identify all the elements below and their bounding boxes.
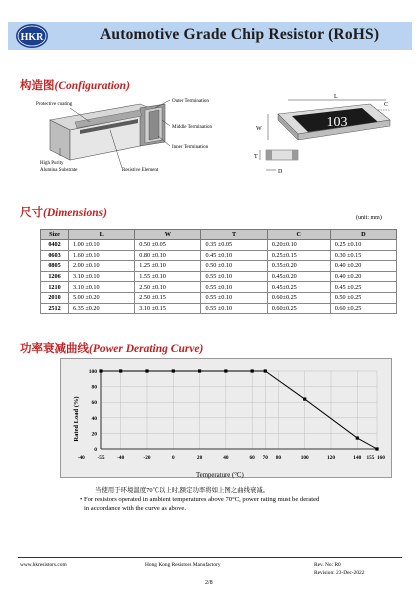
y-tick-label: 20 (91, 431, 97, 438)
dim-label-T: T (254, 154, 258, 160)
table-cell: 0.60 ±0.25 (330, 303, 396, 314)
table-row (41, 250, 397, 261)
footer-rev-no: Rev. No: R0 (314, 562, 341, 568)
derating-note-en-1-text: For resistors operated in ambient temperatures above 70°C, power rating must be derated (83, 496, 320, 503)
table-cell: 0805 (41, 261, 69, 272)
x-tick-label: 70 (262, 455, 268, 461)
table-cell: 6.35 ±0.20 (69, 303, 135, 314)
dimensions-table (40, 229, 397, 314)
label-alumina-substrate: Alumina Substrate (40, 168, 78, 173)
column-header: Size (41, 230, 69, 240)
dimension-diagram (250, 90, 400, 185)
x-tick-label: 80 (275, 455, 282, 461)
x-tick-label: -55 (97, 455, 105, 461)
table-cell: 1.55 ±0.10 (135, 271, 201, 282)
table-cell: 0.60±0.25 (267, 292, 330, 303)
table-cell: 0.25 ±0.10 (330, 240, 396, 251)
derating-curve (101, 371, 377, 449)
data-point (224, 369, 227, 372)
derating-heading (20, 340, 203, 356)
table-cell: 0.20±0.10 (267, 240, 330, 251)
table-cell: 0.55 ±0.10 (201, 303, 267, 314)
chip-marking: 103 (326, 115, 348, 130)
derating-note-cn: 当使用于环境温度70℃以上时,额定功率将如上图之曲线衰减。 (95, 487, 270, 494)
label-outer-termination: Outer Termination (172, 99, 209, 104)
x-tick-label: -40 (77, 455, 85, 461)
table-cell: 0.50 ±0.10 (201, 261, 267, 272)
table-cell: 0.80 ±0.10 (135, 250, 201, 261)
company-logo (14, 22, 50, 50)
y-tick-label: 80 (91, 384, 97, 391)
x-tick-label: 20 (196, 455, 203, 461)
y-tick-label: 60 (91, 400, 97, 407)
derating-note-en-2: in accordance with the curve as above. (84, 505, 186, 512)
column-header: L (69, 230, 135, 240)
x-tick-label: 0 (171, 455, 175, 461)
x-tick-label: 140 (353, 455, 362, 461)
data-point (303, 397, 306, 400)
derating-chart-panel (60, 358, 392, 478)
label-protective-coating: Protective coating (36, 102, 73, 107)
table-row (41, 261, 397, 272)
power-derating-chart (61, 359, 391, 477)
table-cell: 0.60±0.25 (267, 303, 330, 314)
y-tick-label: 100 (88, 369, 97, 375)
table-cell: 0.45 ±0.10 (201, 250, 267, 261)
footer-divider (18, 557, 402, 558)
footer-company: Hong Kong Resistors Manufactory (145, 562, 221, 568)
table-cell: 1206 (41, 271, 69, 282)
page-number: 2/8 (205, 580, 213, 586)
footer-website[interactable]: www.hkresistors.com (20, 562, 67, 568)
y-tick-label: 40 (91, 415, 97, 422)
configuration-diagram (30, 90, 252, 190)
label-middle-termination: Middle Termination (172, 125, 212, 130)
table-cell: 2.00 ±0.10 (69, 261, 135, 272)
table-cell: 0603 (41, 250, 69, 261)
footer-revision: Revision: 23-Dec-2022 (314, 570, 365, 576)
data-point (172, 369, 175, 372)
table-cell: 1.25 ±0.10 (135, 261, 201, 272)
table-cell: 0.55 ±0.10 (201, 292, 267, 303)
dim-label-D: D (278, 169, 283, 175)
table-header-row (41, 230, 397, 240)
table-row (41, 271, 397, 282)
table-cell: 1.00 ±0.10 (69, 240, 135, 251)
table-cell: 2010 (41, 292, 69, 303)
table-cell: 3.10 ±0.10 (69, 282, 135, 293)
table-cell: 0.55 ±0.10 (201, 282, 267, 293)
table-cell: 5.00 ±0.20 (69, 292, 135, 303)
data-point (119, 369, 122, 372)
label-inner-termination: Inner Termination (172, 145, 209, 150)
data-point (99, 369, 102, 372)
table-cell: 0.40 ±0.20 (330, 261, 396, 272)
data-point (356, 436, 359, 439)
x-tick-label: 40 (223, 455, 229, 461)
table-cell: 1.60 ±0.10 (69, 250, 135, 261)
unit-label: (unit: mm) (356, 215, 382, 221)
dim-label-L: L (334, 94, 338, 100)
logo-text: HKR (20, 32, 44, 43)
column-header: T (201, 230, 267, 240)
table-cell: 0.35 ±0.05 (201, 240, 267, 251)
derating-heading-cn: 功率衰减曲线 (20, 343, 89, 355)
x-tick-label: -20 (143, 455, 151, 461)
table-cell: 2512 (41, 303, 69, 314)
table-cell: 0.30 ±0.15 (330, 250, 396, 261)
column-header: D (330, 230, 396, 240)
x-tick-label: 60 (249, 455, 255, 461)
configuration-heading-cn: 构造图 (20, 80, 55, 92)
data-point (145, 369, 148, 372)
table-row (41, 303, 397, 314)
header-bar (8, 22, 412, 50)
table-row (41, 282, 397, 293)
x-tick-label: -40 (117, 455, 125, 461)
x-tick-label: 155 (366, 455, 375, 461)
dimensions-heading (20, 204, 107, 220)
table-cell: 3.10 ±0.10 (69, 271, 135, 282)
table-row (41, 292, 397, 303)
table-cell: 0.55 ±0.10 (201, 271, 267, 282)
table-cell: 2.50 ±0.10 (135, 282, 201, 293)
x-axis-label: Temperature (°C) (196, 472, 244, 479)
table-cell: 0.35±0.20 (267, 261, 330, 272)
table-cell: 3.10 ±0.15 (135, 303, 201, 314)
x-tick-label: 160 (376, 455, 385, 461)
table-row (41, 240, 397, 251)
table-cell: 0.50 ±0.25 (330, 292, 396, 303)
y-axis-label: Rated Load (%) (73, 396, 80, 442)
table-cell: 0402 (41, 240, 69, 251)
data-point (375, 447, 378, 450)
data-point (264, 369, 267, 372)
dim-label-W: W (256, 126, 262, 132)
x-tick-label: 100 (300, 455, 309, 461)
table-cell: 2.50 ±0.15 (135, 292, 201, 303)
table-cell: 0.45 ±0.25 (330, 282, 396, 293)
label-high-purity: High Purity (40, 161, 64, 166)
dimensions-heading-en: (Dimensions) (43, 207, 107, 219)
table-cell: 0.45±0.25 (267, 282, 330, 293)
bullet: • (80, 496, 84, 503)
configuration-heading-en: (Configuration) (54, 80, 130, 92)
table-cell: 0.50 ±0.05 (135, 240, 201, 251)
table-cell: 0.45±0.20 (267, 271, 330, 282)
dimensions-heading-cn: 尺寸 (20, 207, 43, 219)
derating-heading-en: (Power Derating Curve) (89, 343, 204, 355)
y-tick-label: 0 (94, 447, 97, 453)
table-cell: 1210 (41, 282, 69, 293)
table-cell: 0.25±0.15 (267, 250, 330, 261)
derating-note-en-1 (80, 496, 319, 505)
page-title: Automotive Grade Chip Resistor (RoHS) (100, 26, 380, 43)
dim-label-C: C (384, 102, 389, 108)
x-tick-label: 120 (327, 455, 335, 461)
column-header: C (267, 230, 330, 240)
data-point (198, 369, 201, 372)
label-resistive-element: Resistive Element (122, 168, 159, 173)
data-point (251, 369, 254, 372)
column-header: W (135, 230, 201, 240)
table-cell: 0.40 ±0.20 (330, 271, 396, 282)
